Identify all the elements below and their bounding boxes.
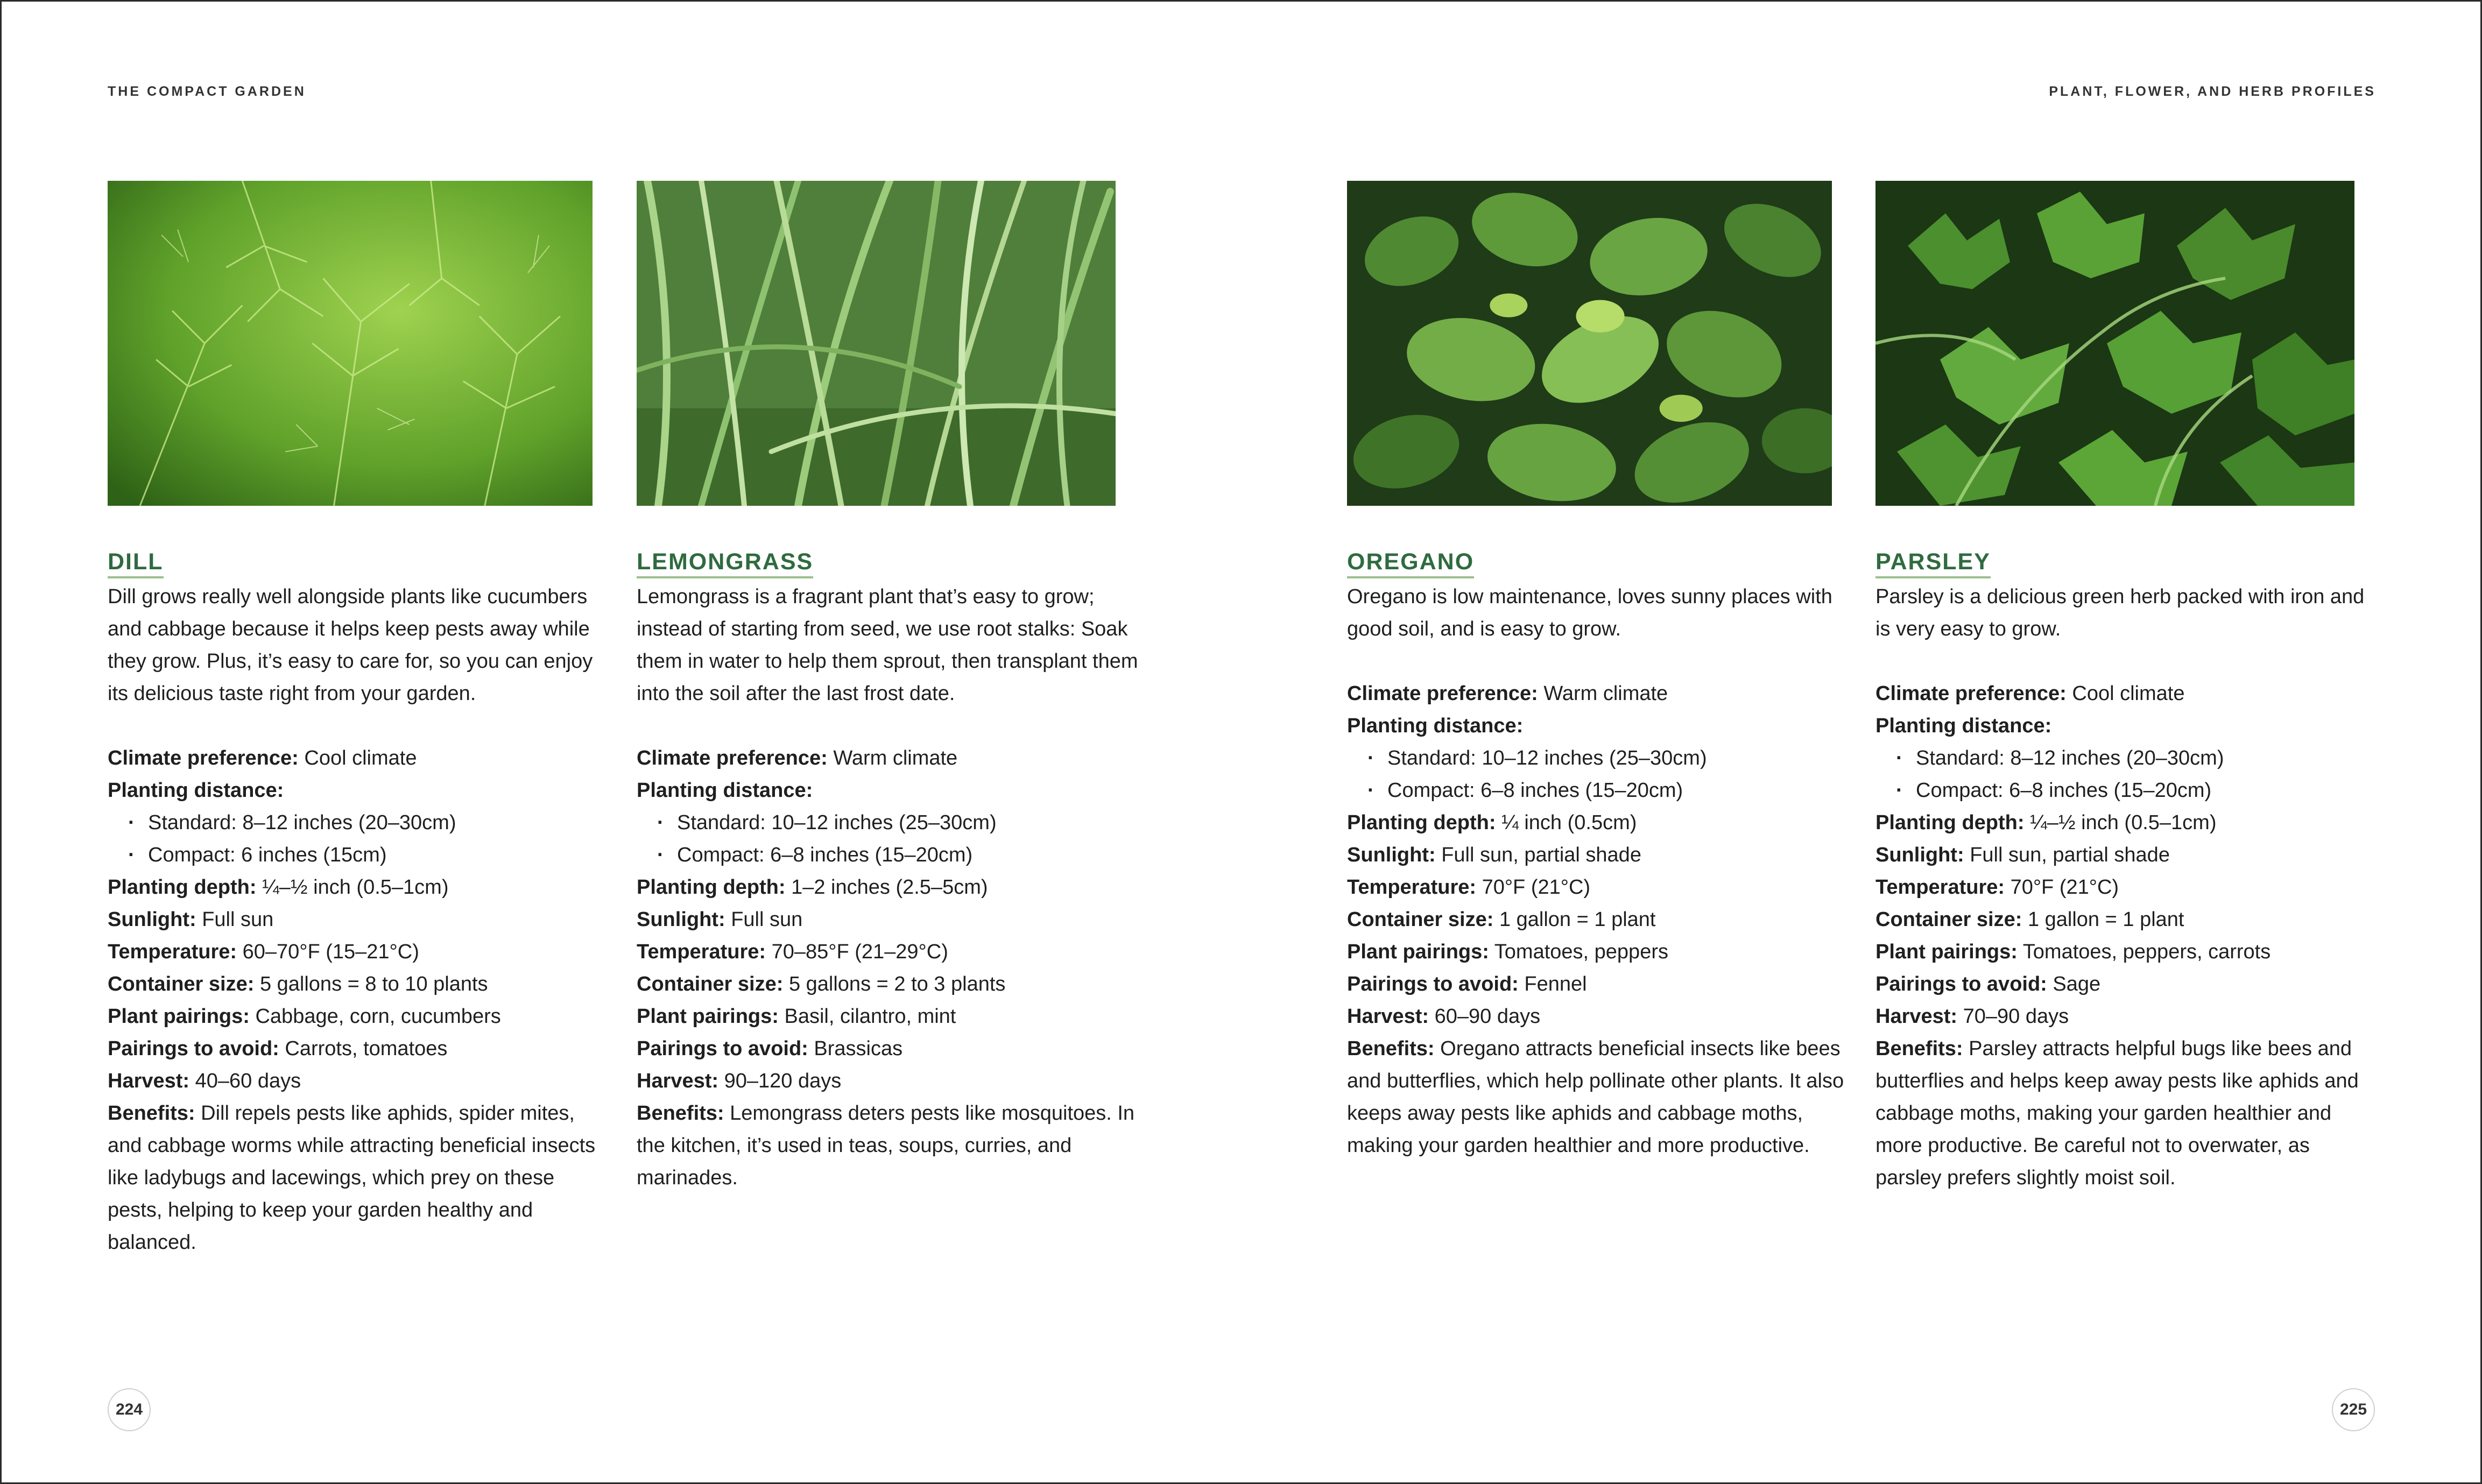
lemongrass-container: Container size: 5 gallons = 2 to 3 plants (637, 973, 1006, 996)
oregano-intro: Oregano is low maintenance, loves sunny places with good soil, and is easy to grow. (1347, 585, 1832, 641)
dill-title: DILL (108, 549, 164, 578)
profile-parsley (1875, 181, 2379, 1194)
oregano-climate: Climate preference: Warm climate (1347, 682, 1668, 705)
parsley-climate: Climate preference: Cool climate (1875, 682, 2185, 705)
dill-avoid: Pairings to avoid: Carrots, tomatoes (108, 1037, 448, 1061)
dill-distance-compact: · Compact: 6 inches (15cm) (108, 839, 608, 871)
lemongrass-sunlight: Sunlight: Full sun (637, 908, 803, 931)
dill-intro: Dill grows really well alongside plants like cucumbers and cabbage because it helps keep pests away while they grow. Plus, it’s easy to care for, so you can enjoy its delicious taste right from your garden. (108, 585, 593, 705)
lemongrass-photo (637, 181, 1116, 506)
oregano-title: OREGANO (1347, 549, 1474, 578)
profile-dill (108, 181, 608, 1259)
parsley-photo (1875, 181, 2354, 506)
oregano-distance-standard: · Standard: 10–12 inches (25–30cm) (1347, 742, 1850, 774)
parsley-title: PARSLEY (1875, 549, 1991, 578)
dill-harvest: Harvest: 40–60 days (108, 1070, 301, 1093)
oregano-distance-label: Planting distance: (1347, 715, 1524, 738)
parsley-pairings: Plant pairings: Tomatoes, peppers, carrots (1875, 941, 2271, 964)
parsley-harvest: Harvest: 70–90 days (1875, 1005, 2069, 1028)
parsley-container: Container size: 1 gallon = 1 plant (1875, 908, 2184, 931)
running-head-right: PLANT, FLOWER, AND HERB PROFILES (2049, 84, 2376, 99)
dill-distance-label: Planting distance: (108, 779, 284, 802)
oregano-distance-compact: · Compact: 6–8 inches (15–20cm) (1347, 774, 1850, 807)
dill-sunlight: Sunlight: Full sun (108, 908, 274, 931)
lemongrass-distance-standard: · Standard: 10–12 inches (25–30cm) (637, 807, 1143, 839)
parsley-avoid: Pairings to avoid: Sage (1875, 973, 2101, 996)
oregano-harvest: Harvest: 60–90 days (1347, 1005, 1541, 1028)
parsley-distance-label: Planting distance: (1875, 715, 2052, 738)
lemongrass-harvest: Harvest: 90–120 days (637, 1070, 842, 1093)
dill-photo (108, 181, 593, 506)
oregano-container: Container size: 1 gallon = 1 plant (1347, 908, 1656, 931)
running-head-left: THE COMPACT GARDEN (108, 84, 306, 99)
lemongrass-avoid: Pairings to avoid: Brassicas (637, 1037, 903, 1061)
oregano-pairings: Plant pairings: Tomatoes, peppers (1347, 941, 1668, 964)
dill-temperature: Temperature: 60–70°F (15–21°C) (108, 941, 419, 964)
lemongrass-benefits: Benefits: Lemongrass deters pests like mosquitoes. In the kitchen, it’s used in teas, soups, curries, and marinades. (637, 1102, 1135, 1190)
oregano-benefits: Benefits: Oregano attracts beneficial insects like bees and butterflies, which help pollinate other plants. It also keeps away pests like aphids and cabbage moths, making your garden healthier and more productive. (1347, 1037, 1844, 1157)
page-number-right: 225 (2332, 1388, 2375, 1431)
oregano-avoid: Pairings to avoid: Fennel (1347, 973, 1587, 996)
dill-pairings: Plant pairings: Cabbage, corn, cucumbers (108, 1005, 501, 1028)
parsley-temperature: Temperature: 70°F (21°C) (1875, 876, 2119, 899)
lemongrass-intro: Lemongrass is a fragrant plant that’s easy to grow; instead of starting from seed, we use root stalks: Soak them in water to help them sprout, then transplant them into the soil after the last frost date. (637, 585, 1138, 705)
lemongrass-temperature: Temperature: 70–85°F (21–29°C) (637, 941, 948, 964)
lemongrass-distance-label: Planting distance: (637, 779, 813, 802)
parsley-benefits: Benefits: Parsley attracts helpful bugs like bees and butterflies and helps keep away pests like aphids and cabbage moths, making your garden healthier and more productive. Be careful not to overwater, as parsley prefers slightly moist soil. (1875, 1037, 2359, 1190)
dill-distance-standard: · Standard: 8–12 inches (20–30cm) (108, 807, 608, 839)
dill-climate: Climate preference: Cool climate (108, 747, 417, 770)
parsley-distance-compact: · Compact: 6–8 inches (15–20cm) (1875, 774, 2379, 807)
parsley-distance-standard: · Standard: 8–12 inches (20–30cm) (1875, 742, 2379, 774)
oregano-photo (1347, 181, 1832, 506)
dill-container: Container size: 5 gallons = 8 to 10 plants (108, 973, 488, 996)
oregano-temperature: Temperature: 70°F (21°C) (1347, 876, 1591, 899)
lemongrass-climate: Climate preference: Warm climate (637, 747, 958, 770)
lemongrass-depth: Planting depth: 1–2 inches (2.5–5cm) (637, 876, 988, 899)
dill-benefits: Benefits: Dill repels pests like aphids, spider mites, and cabbage worms while attracting beneficial insects like ladybugs and lacewings, which prey on these pests, helping to keep your garden healthy and balanced. (108, 1102, 596, 1254)
oregano-depth: Planting depth: ¼ inch (0.5cm) (1347, 811, 1637, 835)
lemongrass-pairings: Plant pairings: Basil, cilantro, mint (637, 1005, 956, 1028)
parsley-sunlight: Sunlight: Full sun, partial shade (1875, 844, 2170, 867)
lemongrass-distance-compact: · Compact: 6–8 inches (15–20cm) (637, 839, 1143, 871)
parsley-intro: Parsley is a delicious green herb packed with iron and is very easy to grow. (1875, 585, 2365, 641)
profile-oregano (1347, 181, 1850, 1162)
parsley-depth: Planting depth: ¼–½ inch (0.5–1cm) (1875, 811, 2217, 835)
page-number-left: 224 (108, 1388, 151, 1431)
lemongrass-title: LEMONGRASS (637, 549, 813, 578)
profile-lemongrass (637, 181, 1143, 1194)
oregano-sunlight: Sunlight: Full sun, partial shade (1347, 844, 1641, 867)
dill-depth: Planting depth: ¼–½ inch (0.5–1cm) (108, 876, 449, 899)
